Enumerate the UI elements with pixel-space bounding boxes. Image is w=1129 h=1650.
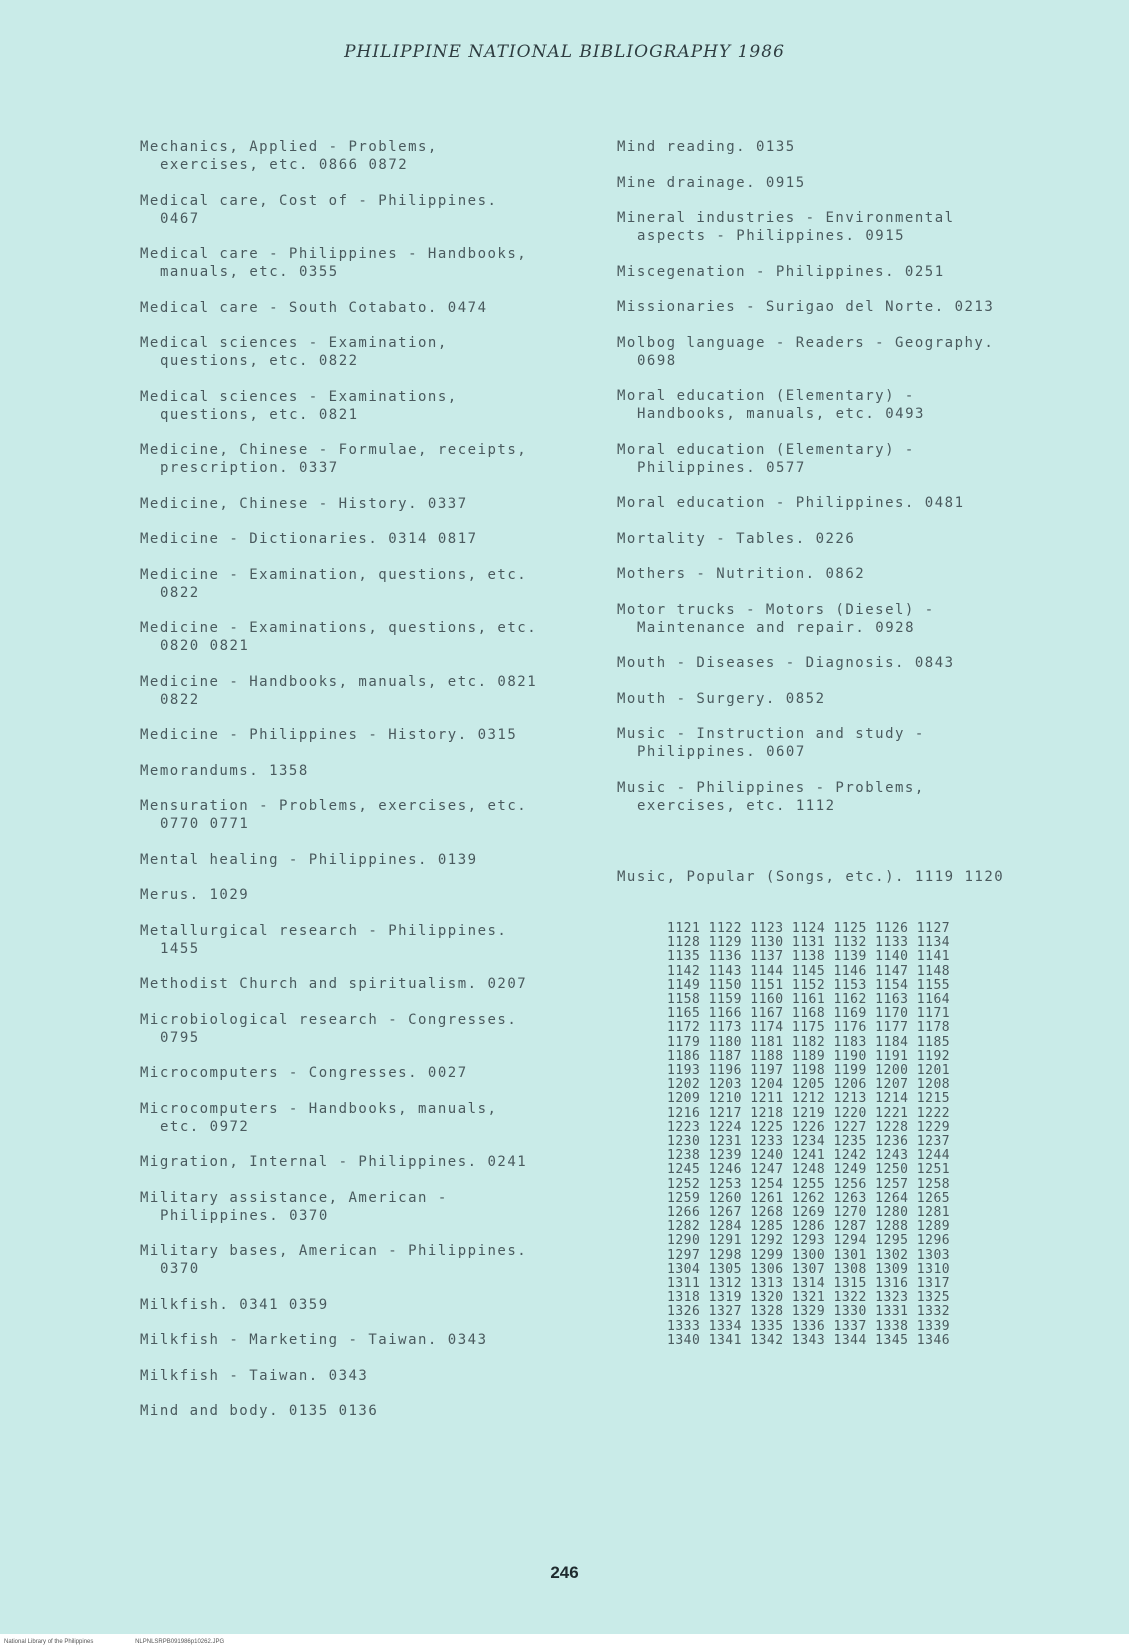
- entry-heading: Military assistance, American -: [140, 1189, 448, 1206]
- index-entry: [140, 530, 580, 548]
- index-entry: [140, 851, 580, 869]
- entry-heading: Mind reading. 0135: [617, 139, 796, 155]
- index-entry: [617, 494, 1097, 512]
- index-entry: [140, 619, 580, 655]
- number-row: 1209 1210 1211 1212 1213 1214 1215: [667, 1091, 951, 1107]
- index-entry: [140, 1153, 580, 1171]
- number-row: 1333 1334 1335 1336 1337 1338 1339: [667, 1318, 951, 1334]
- entry-continuation: 0795: [160, 1029, 200, 1046]
- number-row: 1245 1246 1247 1248 1249 1250 1251: [667, 1162, 951, 1178]
- number-row: 1165 1166 1167 1168 1169 1170 1171: [667, 1006, 951, 1022]
- left-column: [140, 138, 580, 1438]
- entry-continuation: manuals, etc. 0355: [160, 264, 339, 280]
- index-entry: [140, 922, 580, 958]
- footer: [0, 1634, 1129, 1650]
- index-entry: [140, 1331, 580, 1349]
- entry-heading: Missionaries - Surigao del Norte. 0213: [617, 299, 995, 315]
- number-row: 1297 1298 1299 1300 1301 1302 1303: [667, 1247, 951, 1263]
- music-popular-heading: Music, Popular (Songs, etc.). 1119 1120: [617, 869, 1005, 885]
- number-row: 1202 1203 1204 1205 1206 1207 1208: [667, 1077, 951, 1093]
- entry-heading: Music - Instruction and study -: [617, 726, 925, 742]
- entry-heading: Microcomputers - Handbooks, manuals,: [140, 1100, 498, 1117]
- entry-heading: Mechanics, Applied - Problems,: [140, 139, 438, 155]
- page-number: 246: [550, 1563, 579, 1582]
- index-entry: [617, 298, 1097, 316]
- index-entry: [140, 1189, 580, 1225]
- entry-continuation: Handbooks, manuals, etc. 0493: [637, 406, 925, 422]
- entry-heading: Moral education (Elementary) -: [617, 388, 915, 404]
- entry-heading: Milkfish. 0341 0359: [140, 1296, 329, 1313]
- entry-heading: Milkfish - Taiwan. 0343: [140, 1367, 369, 1384]
- entry-heading: Medicine, Chinese - History. 0337: [140, 495, 468, 512]
- entry-heading: Music - Philippines - Problems,: [617, 779, 925, 796]
- index-entry: [617, 654, 1097, 672]
- index-entry: [140, 1296, 580, 1314]
- entry-heading: Merus. 1029: [140, 887, 250, 903]
- number-row: 1186 1187 1188 1189 1190 1191 1192: [667, 1048, 951, 1064]
- entry-continuation: 0370: [160, 1261, 200, 1277]
- index-entry: [140, 566, 580, 602]
- number-row: 1340 1341 1342 1343 1344 1345 1346: [667, 1332, 951, 1348]
- entry-continuation: aspects - Philippines. 0915: [637, 228, 906, 244]
- entry-heading: Medicine - Dictionaries. 0314 0817: [140, 531, 478, 547]
- footer-file: NLPNLSRPB091986p10262.JPG: [135, 1639, 225, 1645]
- index-entry: [140, 1100, 580, 1136]
- entry-continuation: Philippines. 0577: [637, 459, 806, 476]
- entry-heading: Medicine - Examination, questions, etc.: [140, 566, 528, 583]
- entry-heading: Medicine - Examinations, questions, etc.: [140, 620, 538, 636]
- index-entry: [140, 1367, 580, 1385]
- entry-heading: Mind and body. 0135 0136: [140, 1403, 379, 1419]
- index-entry: [140, 299, 580, 317]
- entry-heading: Microcomputers - Congresses. 0027: [140, 1065, 468, 1081]
- entry-continuation: Philippines. 0370: [160, 1207, 329, 1224]
- index-entry: [140, 388, 580, 424]
- index-entry: [617, 263, 1097, 281]
- number-row: 1318 1319 1320 1321 1322 1323 1325: [667, 1290, 951, 1306]
- number-row: 1172 1173 1174 1175 1176 1177 1178: [667, 1020, 951, 1036]
- entry-heading: Medical care - South Cotabato. 0474: [140, 299, 488, 316]
- index-entry: [140, 1242, 580, 1278]
- entry-continuation: questions, etc. 0821: [160, 406, 359, 423]
- number-row: 1142 1143 1144 1145 1146 1147 1148: [667, 963, 951, 979]
- entry-continuation: 0820 0821: [160, 638, 250, 654]
- entry-heading: Moral education (Elementary) -: [617, 441, 915, 458]
- index-entry: [140, 495, 580, 513]
- entry-heading: Medical sciences - Examination,: [140, 335, 448, 351]
- entry-heading: Microbiological research - Congresses.: [140, 1011, 518, 1028]
- entry-heading: Molbog language - Readers - Geography.: [617, 334, 995, 351]
- number-row: 1179 1180 1181 1182 1183 1184 1185: [667, 1034, 951, 1050]
- index-entry: [617, 779, 1097, 815]
- entry-continuation: 1455: [160, 940, 200, 957]
- entry-heading: Mouth - Diseases - Diagnosis. 0843: [617, 655, 955, 671]
- index-entry: [617, 209, 1097, 245]
- number-row: 1135 1136 1137 1138 1139 1140 1141: [667, 949, 951, 965]
- index-entry: [140, 138, 580, 174]
- index-entry: [617, 174, 1097, 192]
- index-entry: [140, 886, 580, 904]
- entry-heading: Mineral industries - Environmental: [617, 210, 955, 226]
- index-entry: [617, 601, 1097, 637]
- entry-continuation: Maintenance and repair. 0928: [637, 619, 916, 636]
- entry-heading: Mensuration - Problems, exercises, etc.: [140, 798, 528, 814]
- entry-heading: Miscegenation - Philippines. 0251: [617, 263, 945, 280]
- entry-heading: Medical care - Philippines - Handbooks,: [140, 246, 528, 262]
- entry-heading: Mortality - Tables. 0226: [617, 530, 856, 547]
- entry-heading: Memorandums. 1358: [140, 762, 309, 779]
- index-entry: [140, 334, 580, 370]
- entry-heading: Motor trucks - Motors (Diesel) -: [617, 601, 935, 618]
- index-entry: [617, 334, 1097, 370]
- index-entry: [140, 1064, 580, 1082]
- index-entry: [617, 138, 1097, 156]
- number-row: 1326 1327 1328 1329 1330 1331 1332: [667, 1304, 951, 1320]
- entry-heading: Migration, Internal - Philippines. 0241: [140, 1154, 528, 1170]
- index-entry: [140, 192, 580, 228]
- entry-continuation: 0698: [637, 352, 677, 369]
- entry-continuation: 0822: [160, 584, 200, 601]
- page-title: PHILIPPINE NATIONAL BIBLIOGRAPHY 1986: [344, 42, 785, 62]
- index-entry: [617, 690, 1097, 708]
- index-entry: [140, 1402, 580, 1420]
- number-row: 1252 1253 1254 1255 1256 1257 1258: [667, 1176, 951, 1192]
- number-row: 1304 1305 1306 1307 1308 1309 1310: [667, 1261, 951, 1277]
- index-entry: [140, 726, 580, 744]
- right-entries: [617, 138, 1097, 815]
- number-row: 1282 1284 1285 1286 1287 1288 1289: [667, 1219, 951, 1235]
- entry-heading: Methodist Church and spiritualism. 0207: [140, 976, 528, 992]
- entry-continuation: questions, etc. 0822: [160, 353, 359, 369]
- number-row: 1158 1159 1160 1161 1162 1163 1164: [667, 992, 951, 1008]
- entry-heading: Medical care, Cost of - Philippines.: [140, 192, 498, 209]
- number-row: 1266 1267 1268 1269 1270 1280 1281: [667, 1205, 951, 1221]
- index-entry: [617, 387, 1097, 423]
- index-entry: [617, 565, 1097, 583]
- number-row: 1121 1122 1123 1124 1125 1126 1127: [667, 921, 951, 936]
- entry-heading: Metallurgical research - Philippines.: [140, 922, 508, 939]
- entry-continuation: prescription. 0337: [160, 460, 339, 476]
- entry-heading: Medical sciences - Examinations,: [140, 388, 458, 405]
- entry-heading: Medicine - Handbooks, manuals, etc. 0821: [140, 673, 538, 690]
- number-row: 1223 1224 1225 1226 1227 1228 1229: [667, 1119, 951, 1135]
- entry-continuation: Philippines. 0607: [637, 744, 806, 760]
- index-entry: [617, 725, 1097, 761]
- index-entry: [617, 530, 1097, 548]
- index-entry: [140, 797, 580, 833]
- entry-heading: Milkfish - Marketing - Taiwan. 0343: [140, 1332, 488, 1348]
- index-entry: [140, 673, 580, 709]
- index-entry: [140, 762, 580, 780]
- index-entry: [617, 441, 1097, 477]
- entry-continuation: 0822: [160, 691, 200, 708]
- number-row: 1259 1260 1261 1262 1263 1264 1265: [667, 1190, 951, 1206]
- index-entry: [140, 1011, 580, 1047]
- entry-continuation: exercises, etc. 1112: [637, 797, 836, 814]
- number-row: 1193 1196 1197 1198 1199 1200 1201: [667, 1063, 951, 1079]
- entry-heading: Medicine - Philippines - History. 0315: [140, 727, 518, 743]
- number-row: 1230 1231 1233 1234 1235 1236 1237: [667, 1134, 951, 1150]
- entry-continuation: 0770 0771: [160, 816, 250, 832]
- footer-library: National Library of the Philippines: [4, 1639, 94, 1645]
- entry-heading: Mothers - Nutrition. 0862: [617, 566, 866, 582]
- number-row: 1290 1291 1292 1293 1294 1295 1296: [667, 1233, 951, 1249]
- entry-heading: Moral education - Philippines. 0481: [617, 495, 965, 511]
- entry-heading: Mental healing - Philippines. 0139: [140, 851, 478, 868]
- music-popular-entry: [617, 832, 1097, 1384]
- right-column: [617, 138, 1097, 1384]
- entry-heading: Mouth - Surgery. 0852: [617, 690, 826, 707]
- entry-continuation: exercises, etc. 0866 0872: [160, 157, 409, 173]
- entry-continuation: 0467: [160, 210, 200, 227]
- music-popular-numbers: [667, 922, 1097, 1348]
- number-row: 1238 1239 1240 1241 1242 1243 1244: [667, 1148, 951, 1164]
- entry-heading: Military bases, American - Philippines.: [140, 1243, 528, 1259]
- index-entry: [140, 245, 580, 281]
- number-row: 1149 1150 1151 1152 1153 1154 1155: [667, 977, 951, 993]
- entry-continuation: etc. 0972: [160, 1118, 250, 1135]
- number-row: 1216 1217 1218 1219 1220 1221 1222: [667, 1105, 951, 1121]
- entry-heading: Medicine, Chinese - Formulae, receipts,: [140, 442, 528, 458]
- index-entry: [140, 441, 580, 477]
- number-row: 1311 1312 1313 1314 1315 1316 1317: [667, 1276, 951, 1292]
- entry-heading: Mine drainage. 0915: [617, 174, 806, 191]
- index-entry: [140, 975, 580, 993]
- number-row: 1128 1129 1130 1131 1132 1133 1134: [667, 935, 951, 951]
